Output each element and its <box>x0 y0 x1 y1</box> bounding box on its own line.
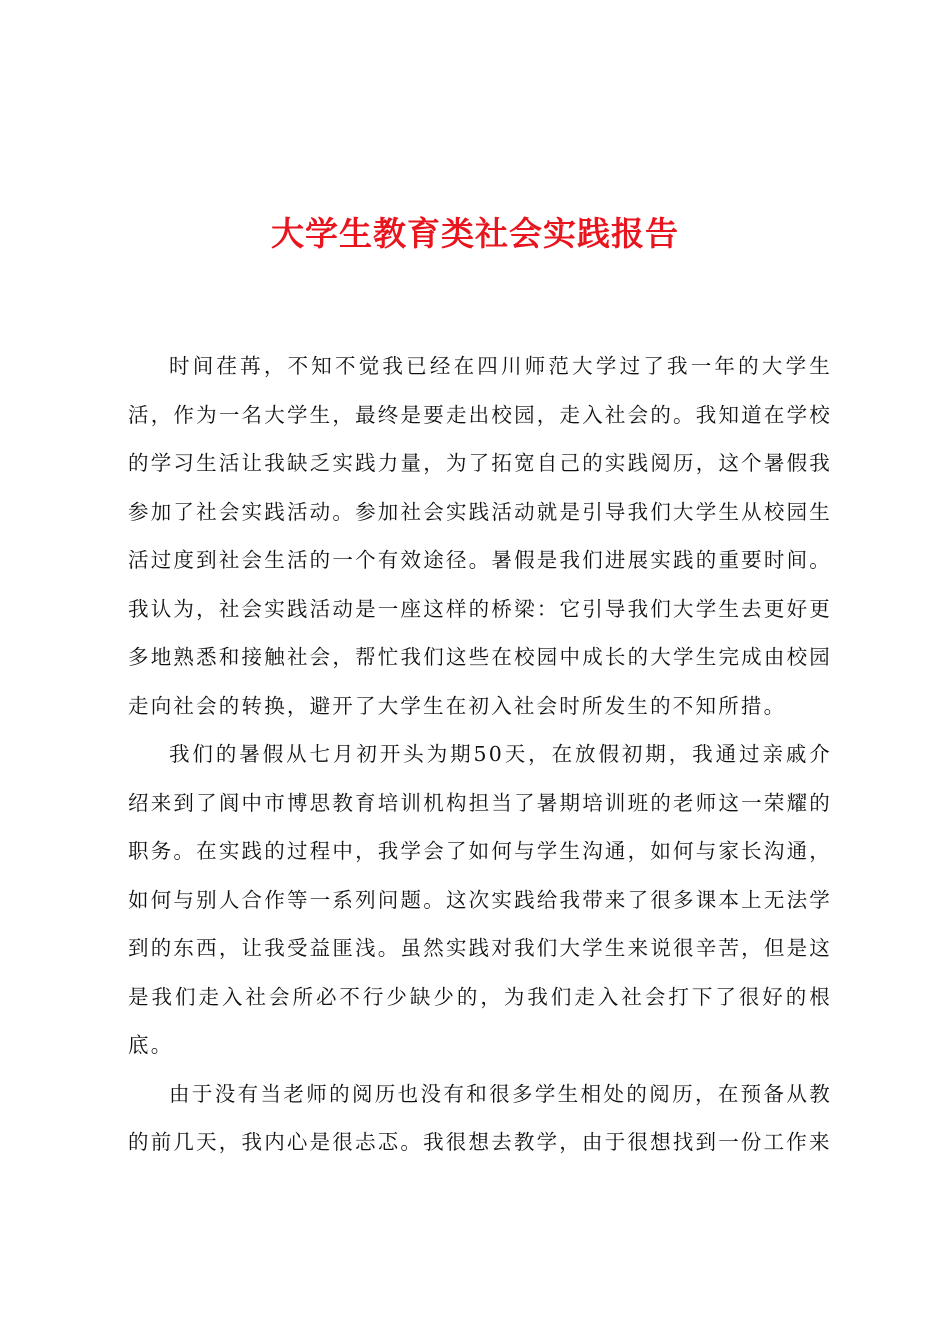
document-body <box>128 342 832 1167</box>
document-title: 大学生教育类社会实践报告 <box>271 214 679 253</box>
paragraph-1: 时间荏苒，不知不觉我已经在四川师范大学过了我一年的大学生活，作为一名大学生，最终是要走出校园，走入社会的。我知道在学校的学习生活让我缺乏实践力量，为了拓宽自己的实践阅历，这个暑假我参加了社会实践活动。参加社会实践活动就是引导我们大学生从校园生活过度到社会生活的一个有效途径。暑假是我们进展实践的重要时间。我认为，社会实践活动是一座这样的桥梁：它引导我们大学生去更好更多地熟悉和接触社会，帮忙我们这些在校园中成长的大学生完成由校园走向社会的转换，避开了大学生在初入社会时所发生的不知所措。 <box>128 354 832 718</box>
paragraph-3: 由于没有当老师的阅历也没有和很多学生相处的阅历，在预备从教的前几天，我内心是很忐忑。我很想去教学，由于很想找到一份工作来 <box>128 1081 832 1154</box>
paragraph-2: 我们的暑假从七月初开头为期50天，在放假初期，我通过亲戚介绍来到了阆中市博思教育培训机构担当了暑期培训班的老师这一荣耀的职务。在实践的过程中，我学会了如何与学生沟通，如何与家长沟通，如何与别人合作等一系列问题。这次实践给我带来了很多课本上无法学到的东西，让我受益匪浅。虽然实践对我们大学生来说很辛苦，但是这是我们走入社会所必不行少缺少的，为我们走入社会打下了很好的根底。 <box>128 742 832 1057</box>
